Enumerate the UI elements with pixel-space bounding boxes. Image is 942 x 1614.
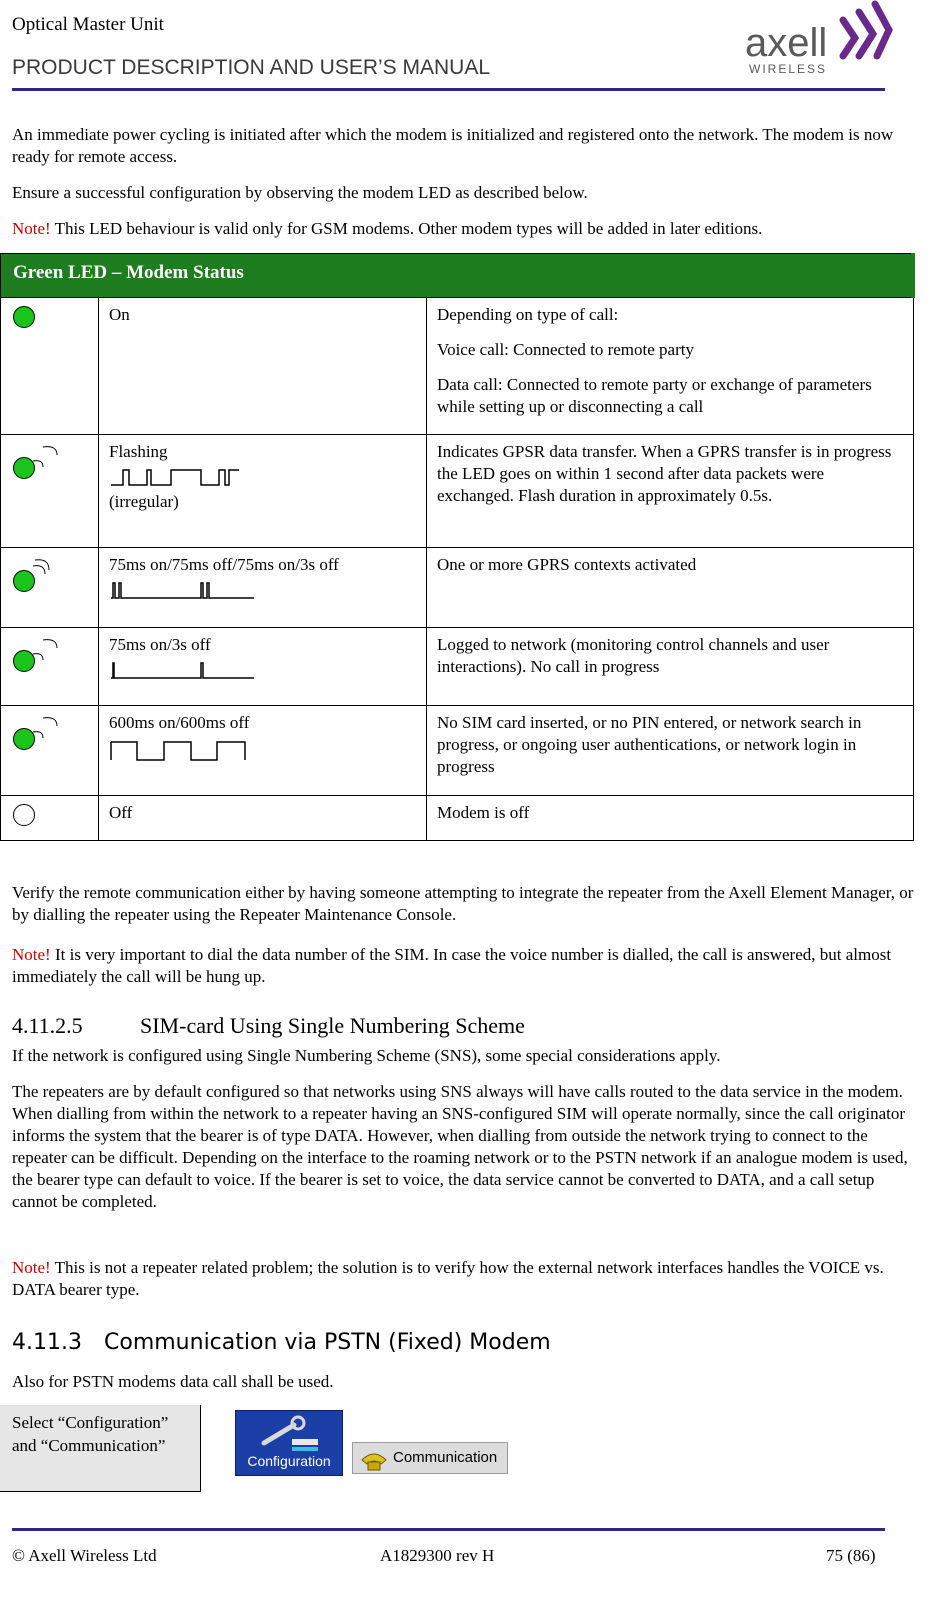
configuration-button[interactable] xyxy=(235,1410,343,1476)
led-description xyxy=(427,298,914,435)
select-instruction-table xyxy=(0,1405,201,1492)
led-mode: Off xyxy=(99,796,427,841)
note-text: It is very important to dial the data number of the SIM. In case the voice number is dialled, the call is answered, but almost immediately the call will be hung up. xyxy=(12,945,892,986)
led-blink-icon xyxy=(1,706,99,796)
led-description: Logged to network (monitoring control channels and user interactions). No call in progress xyxy=(427,628,914,706)
led-blink-icon xyxy=(1,548,99,628)
section-title: Communication via PSTN (Fixed) Modem xyxy=(104,1330,551,1355)
section-heading-4-11-2-5 xyxy=(12,1013,525,1039)
note-text: This LED behaviour is valid only for GSM modems. Other modem types will be added in later editions. xyxy=(50,219,763,238)
footer-copyright: © Axell Wireless Ltd xyxy=(12,1546,157,1565)
double-pulse-icon xyxy=(109,580,259,600)
mode-sublabel: (irregular) xyxy=(109,492,179,511)
square-pulse-icon xyxy=(109,738,259,764)
led-description: Modem is off xyxy=(427,796,914,841)
led-mode xyxy=(99,628,427,706)
wrench-icon xyxy=(236,1413,344,1457)
table-row xyxy=(1,298,914,435)
configuration-label: Configuration xyxy=(247,1453,331,1469)
note-label: Note! xyxy=(12,945,51,964)
led-off-icon xyxy=(1,796,99,841)
communication-button[interactable] xyxy=(352,1442,508,1474)
table-row xyxy=(1,796,914,841)
led-mode xyxy=(99,435,427,548)
intro-paragraph: An immediate power cycling is initiated after which the modem is initialized and registered onto the network. The modem is now ready for remote access. xyxy=(12,125,894,166)
footer-docnumber: A1829300 rev H xyxy=(380,1546,495,1565)
single-pulse-icon xyxy=(109,660,259,680)
desc-line: Voice call: Connected to remote party xyxy=(437,340,694,359)
section-heading-4-11-3 xyxy=(12,1330,551,1355)
logo-wordmark: axell xyxy=(745,21,828,65)
desc-line: Data call: Connected to remote party or exchange of parameters while setting up or disconnecting a call xyxy=(437,375,872,416)
led-on-icon xyxy=(1,298,99,435)
section-number: 4.11.2.5 xyxy=(12,1013,83,1038)
mode-label: 75ms on/75ms off/75ms on/3s off xyxy=(109,555,339,574)
phone-icon xyxy=(359,1446,389,1472)
table-row xyxy=(1,548,914,628)
mode-label: 75ms on/3s off xyxy=(109,635,211,654)
desc-line: Depending on type of call: xyxy=(437,305,619,324)
table-row xyxy=(1,706,914,796)
led-mode xyxy=(99,548,427,628)
axell-wireless-logo xyxy=(743,0,893,80)
header-rule xyxy=(12,88,885,91)
section-number: 4.11.3 xyxy=(12,1330,82,1355)
footer-page: 75 (86) xyxy=(826,1546,876,1565)
verify-paragraph: Verify the remote communication either by having someone attempting to integrate the repeater from the Axell Element Manager, or by dialling the repeater using the Repeater Maintenance Console. xyxy=(12,883,914,924)
mode-label: 600ms on/600ms off xyxy=(109,713,250,732)
led-description: One or more GPRS contexts activated xyxy=(427,548,914,628)
verify-note xyxy=(12,944,917,988)
intro-note xyxy=(12,218,917,240)
sns-paragraph: The repeaters are by default configured so that networks using SNS always will have calls routed to the data service in the modem. When dialling from within the network to a repeater having an SNS-configured SIM will operate normally, since the call originator informs the system that the bearer is of type DATA. However, when dialling from outside the network trying to connect to the repeater can be difficult. Depending on the interface to the roaming network or to the PSTN network if an analogue modem is used, the bearer type can default to voice. If the bearer is set to voice, the data service cannot be converted to DATA, and a call setup cannot be completed. xyxy=(12,1082,908,1211)
led-description: Indicates GPSR data transfer. When a GPRS transfer is in progress the LED goes on within 1 second after data packets were exchanged. Flash duration in approximately 0.5s. xyxy=(427,435,914,548)
table-row xyxy=(1,628,914,706)
led-status-table xyxy=(0,253,915,841)
led-flashing-icon xyxy=(1,435,99,548)
sns-intro: If the network is configured using Single Numbering Scheme (SNS), some special considerations apply. xyxy=(12,1046,721,1065)
note-text: This is not a repeater related problem; the solution is to verify how the external network interfaces handles the VOICE vs. DATA bearer type. xyxy=(12,1258,884,1299)
note-label: Note! xyxy=(12,219,51,238)
note-label: Note! xyxy=(12,1258,51,1277)
table-row xyxy=(1,435,914,548)
mode-label: Flashing xyxy=(109,442,168,461)
led-mode xyxy=(99,706,427,796)
header-subtitle: PRODUCT DESCRIPTION AND USER’S MANUAL xyxy=(12,56,491,79)
logo-subtext: WIRELESS xyxy=(749,62,828,76)
led-blink-icon xyxy=(1,628,99,706)
intro-ensure: Ensure a successful configuration by observing the modem LED as described below. xyxy=(12,183,588,202)
led-mode: On xyxy=(99,298,427,435)
header-title: Optical Master Unit xyxy=(12,14,164,35)
select-instruction: Select “Configuration” and “Communication” xyxy=(0,1405,200,1491)
communication-label: Communication xyxy=(393,1449,498,1466)
sns-note xyxy=(12,1257,917,1301)
footer-rule xyxy=(12,1528,885,1531)
led-table-header: Green LED – Modem Status xyxy=(1,254,914,298)
section-title: SIM-card Using Single Numbering Scheme xyxy=(140,1013,525,1038)
led-description: No SIM card inserted, or no PIN entered, or network search in progress, or ongoing user authentications, or network login in progress xyxy=(427,706,914,796)
irregular-pulse-icon xyxy=(109,467,249,487)
pstn-paragraph: Also for PSTN modems data call shall be used. xyxy=(12,1372,334,1391)
